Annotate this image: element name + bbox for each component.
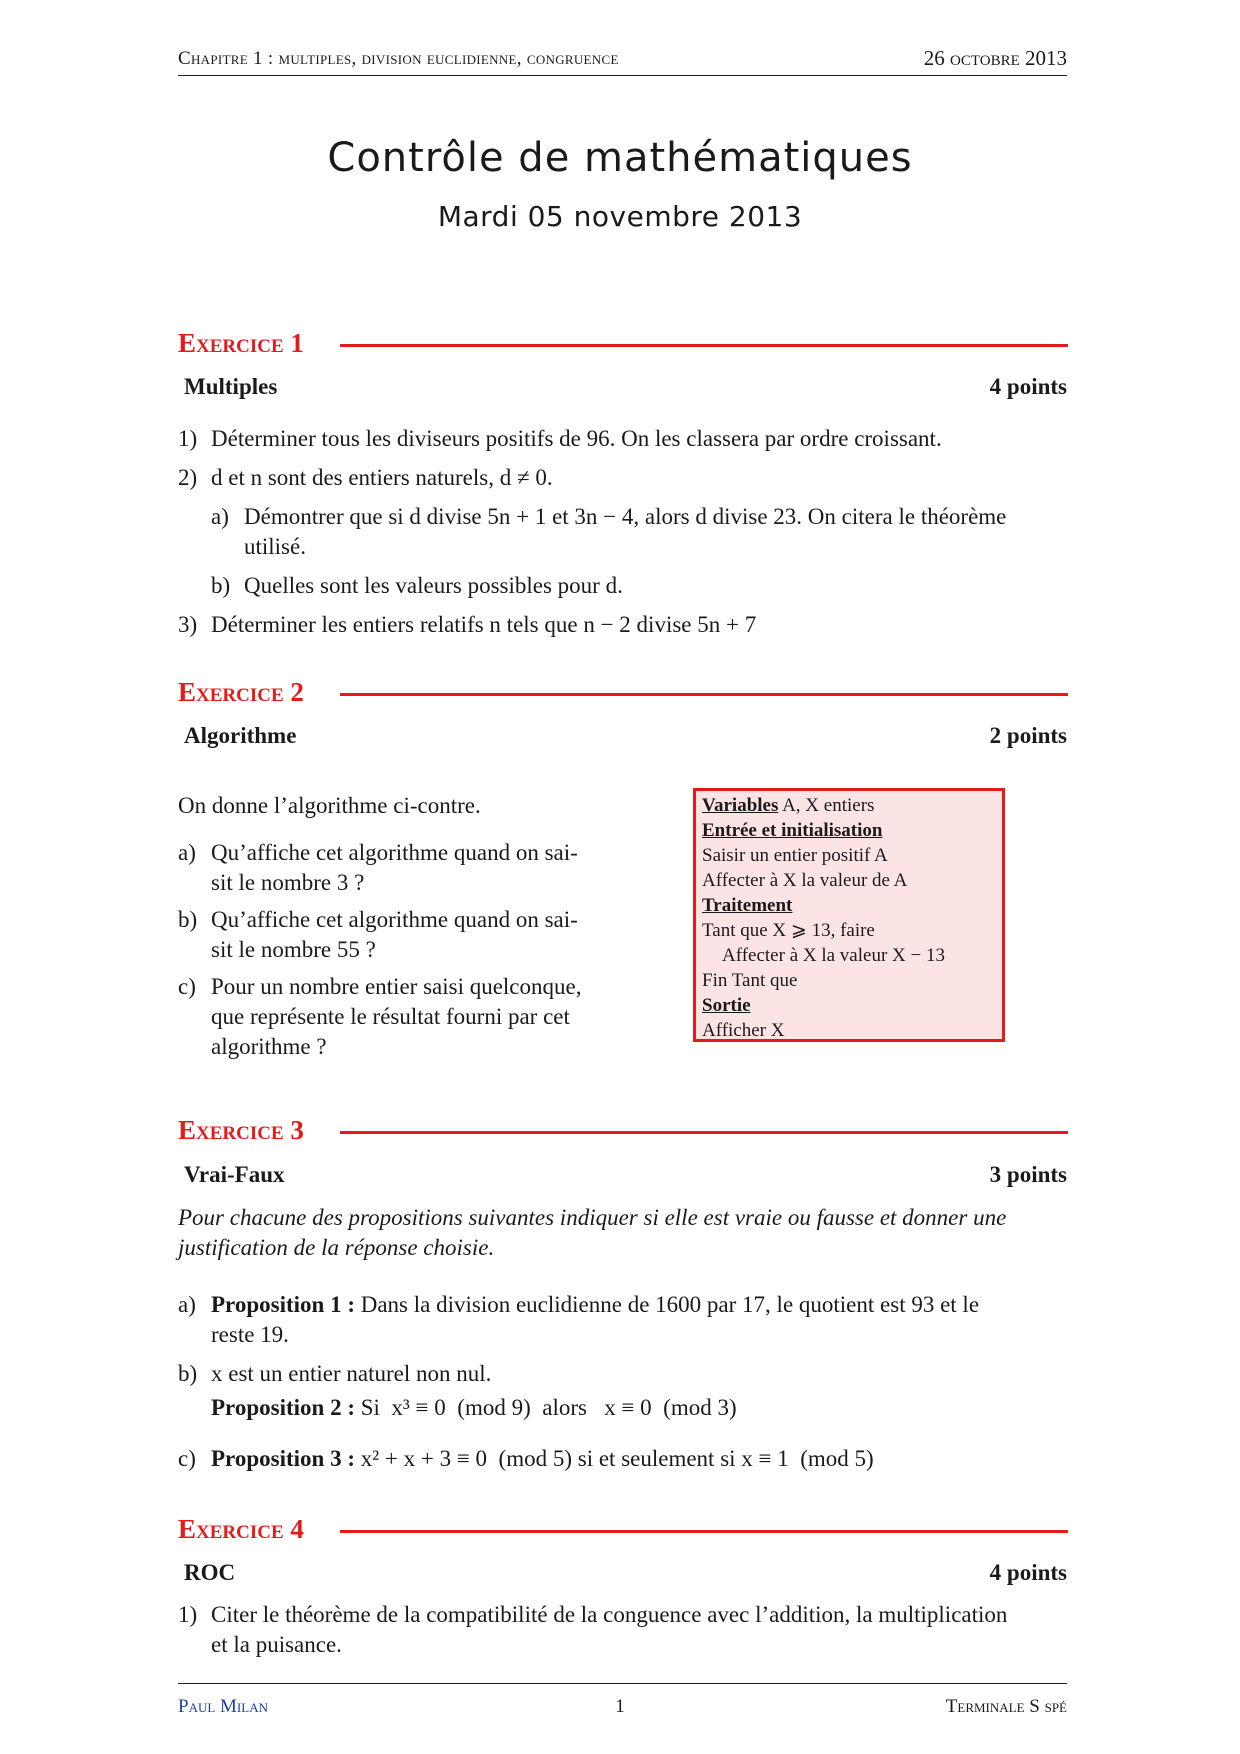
ex1-q1: Déterminer tous les diviseurs positifs de 96. On les classera par ordre croissant. — [211, 426, 942, 451]
ex1-q2a-line1: Démontrer que si d divise 5n + 1 et 3n − 4, alors d divise 23. On citera le théorème — [244, 504, 1007, 529]
ex2-qa-line1: Qu’affiche cet algorithme quand on sai- — [211, 840, 578, 865]
ex3-c-label: c) — [178, 1446, 196, 1471]
header-chapter: Chapitre 1 : multiples, division euclidienne, congruence — [178, 48, 619, 69]
exercise-2-rule — [340, 693, 1068, 696]
exercise-2-points: 2 points — [989, 723, 1067, 748]
exercise-2-subject: Algorithme — [184, 723, 297, 748]
page-title: Contrôle de mathématiques — [327, 135, 913, 181]
ex1-q3: Déterminer les entiers relatifs n tels que n − 2 divise 5n + 7 — [211, 612, 757, 637]
ex2-qc-line1: Pour un nombre entier saisi quelconque, — [211, 974, 582, 999]
algo-variables-kw: Variables — [702, 795, 779, 816]
ex2-intro: On donne l’algorithme ci-contre. — [178, 793, 481, 818]
ex3-b-line2 — [211, 1393, 737, 1423]
ex1-q2: d et n sont des entiers naturels, d ≠ 0. — [211, 465, 553, 490]
exercise-3-subject: Vrai-Faux — [184, 1162, 285, 1187]
ex1-q1-label: 1) — [178, 426, 198, 451]
ex3-a-line1 — [211, 1290, 979, 1320]
algo-line-saisir: Saisir un entier positif A — [702, 845, 888, 866]
ex1-q2a-label: a) — [211, 504, 229, 529]
ex3-b-prop: Proposition 2 : — [211, 1395, 355, 1420]
ex3-c-text: x² + x + 3 ≡ 0 (mod 5) si et seulement si x ≡ 1 (mod 5) — [354, 1446, 874, 1471]
ex2-qa-line2: sit le nombre 3 ? — [211, 870, 365, 895]
ex4-q1-line2: et la puisance. — [211, 1632, 342, 1657]
ex2-qc-line2: que représente le résultat fourni par cet — [211, 1004, 570, 1029]
footer-class: Terminale S spé — [945, 1696, 1067, 1717]
exercise-2-heading: Exercice 2 — [178, 677, 304, 707]
ex3-b-text: Si x³ ≡ 0 (mod 9) alors x ≡ 0 (mod 3) — [354, 1395, 737, 1420]
ex3-b-line1: x est un entier naturel non nul. — [211, 1361, 492, 1386]
algo-sortie-kw: Sortie — [702, 995, 751, 1016]
ex2-qa-label: a) — [178, 840, 196, 865]
ex2-qc-line3: algorithme ? — [211, 1034, 327, 1059]
ex2-qb-line2: sit le nombre 55 ? — [211, 937, 376, 962]
exercise-3-points: 3 points — [989, 1162, 1067, 1187]
ex2-qc-label: c) — [178, 974, 196, 999]
algo-line-afficher: Afficher X — [702, 1020, 785, 1041]
exercise-1-heading: Exercice 1 — [178, 328, 304, 358]
algo-line-tantque: Tant que X ⩾ 13, faire — [702, 920, 875, 941]
exercise-1-points: 4 points — [989, 374, 1067, 399]
ex3-a-prop: Proposition 1 : — [211, 1292, 355, 1317]
exercise-1-rule — [340, 344, 1068, 347]
exercise-3-rule — [340, 1131, 1068, 1134]
page-subtitle: Mardi 05 novembre 2013 — [437, 200, 803, 233]
algorithm-box — [693, 788, 1005, 1042]
ex3-a-text: Dans la division euclidienne de 1600 par 17, le quotient est 93 et le — [354, 1292, 980, 1317]
ex3-instruction-line1: Pour chacune des propositions suivantes indiquer si elle est vraie ou fausse et donner une — [178, 1205, 1007, 1230]
algo-variables-rest: A, X entiers — [778, 795, 875, 816]
algo-line-affecter: Affecter à X la valeur de A — [702, 870, 908, 891]
ex1-q2-label: 2) — [178, 465, 198, 490]
algo-entree-kw: Entrée et initialisation — [702, 820, 883, 841]
ex3-a-label: a) — [178, 1292, 196, 1317]
ex3-c-prop: Proposition 3 : — [211, 1446, 355, 1471]
footer-author: Paul Milan — [178, 1696, 268, 1717]
ex1-q3-label: 3) — [178, 612, 198, 637]
exercise-3-heading: Exercice 3 — [178, 1115, 304, 1145]
ex4-q1-label: 1) — [178, 1602, 198, 1627]
ex1-q2a-line2: utilisé. — [244, 534, 306, 559]
footer-divider — [178, 1683, 1067, 1684]
ex3-c-line — [211, 1444, 874, 1474]
exercise-4-subject: ROC — [184, 1560, 236, 1585]
algo-variables-line — [702, 793, 996, 818]
ex2-qb-label: b) — [178, 907, 198, 932]
ex4-q1-line1: Citer le théorème de la compatibilité de la conguence avec l’addition, la multiplication — [211, 1602, 1008, 1627]
ex1-q2b-label: b) — [211, 573, 231, 598]
algo-traitement-kw: Traitement — [702, 895, 793, 916]
header-date: 26 octobre 2013 — [923, 46, 1067, 70]
exercise-4-heading: Exercice 4 — [178, 1514, 304, 1544]
ex3-b-label: b) — [178, 1361, 198, 1386]
exercise-4-rule — [340, 1530, 1068, 1533]
header-divider — [178, 75, 1067, 76]
ex1-q2b: Quelles sont les valeurs possibles pour d. — [244, 573, 623, 598]
ex2-qb-line1: Qu’affiche cet algorithme quand on sai- — [211, 907, 578, 932]
exercise-1-subject: Multiples — [184, 374, 278, 399]
footer-page-number: 1 — [615, 1696, 625, 1717]
algo-line-affecter2: Affecter à X la valeur X − 13 — [722, 945, 945, 966]
exercise-4-points: 4 points — [989, 1560, 1067, 1585]
ex3-instruction-line2: justification de la réponse choisie. — [178, 1235, 495, 1260]
ex3-a-line2: reste 19. — [211, 1322, 289, 1347]
algo-line-fin: Fin Tant que — [702, 970, 798, 991]
